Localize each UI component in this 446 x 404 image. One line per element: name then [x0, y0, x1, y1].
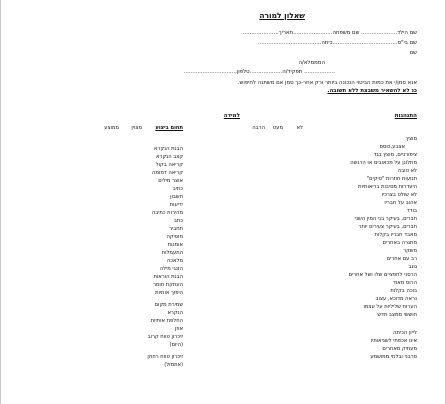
instructions-line-2: כנ לא להשאיר משבצת ללא תשובה. — [327, 88, 417, 94]
instructions-line-1: אנא סמן/י את כמות הביטוי הנכונה ביותר ורק אחר-כך סמן אם משתנה לחיפוש. — [237, 80, 417, 86]
behavior-item: לא שולט בצרכיו — [381, 192, 417, 198]
behavior-item: הרוס מאוד — [393, 280, 417, 286]
behavior-item: חוששי ממצב חדש — [377, 312, 417, 318]
learning-item: קצב הנקרא — [156, 154, 183, 160]
section-behavior-heading: התנהגות — [394, 113, 417, 119]
behavior-item: מתלונן על מכאובים או הרגשה — [350, 160, 417, 166]
learning-item: היפוך אותיות — [155, 290, 183, 296]
behavior-item: נראה מדוכא, עצוב — [375, 296, 417, 302]
learning-item: (היום) — [169, 342, 183, 348]
behavior-item: אצבע,כוסס — [379, 144, 405, 150]
learning-item: הבנת הוראות — [153, 274, 183, 280]
guardian-label: המממלא/ה — [298, 60, 325, 66]
behavior-item: אינו אכפתי לשגיאותיו — [370, 338, 417, 344]
learning-item: אוזן — [174, 326, 183, 332]
behavior-column-header: מעט — [272, 125, 283, 131]
behavior-column-header: הרבה — [252, 125, 265, 131]
learning-item: כתב — [173, 218, 183, 224]
learning-item: קריאה בקול — [155, 162, 183, 168]
learning-item: מלאכה — [166, 258, 183, 264]
learning-item: אוצר מילים — [158, 178, 183, 184]
behavior-item: תנועות חוזרות "טיקים" — [366, 176, 417, 182]
section-learning-heading: למידה — [223, 113, 240, 119]
teacher-name-field[interactable]: שם בי"ס......................................כיתה..................................... — [257, 40, 417, 46]
behavior-item: מתגרה באחרים — [382, 240, 417, 246]
behavior-item: מעתיק מאחרים — [382, 346, 417, 352]
learning-column-header: ממוצע — [104, 125, 119, 131]
learning-item: ידיעות — [169, 202, 183, 208]
behavior-item: בוכה בקלות — [390, 288, 417, 294]
behavior-item: ציפורניים, מוצץ בגד — [373, 152, 417, 158]
behavior-item: מאבד חבריו בקלות — [374, 232, 417, 238]
learning-item: החלפת אותיות — [150, 318, 183, 324]
learning-item: אומנות — [167, 242, 183, 248]
behavior-item: לא טובה — [397, 168, 417, 174]
behavior-item: היעדרות מסיבות בריאותיות — [358, 184, 417, 190]
behavior-item: אהוב על חבריו — [384, 200, 417, 206]
behavior-item: לייון הכיתה — [393, 330, 417, 336]
learning-item: מוסיקה — [166, 234, 183, 240]
behavior-item: בודד — [406, 208, 417, 214]
learning-item: העתקת חומר — [152, 282, 183, 288]
behavior-item: רב עם אחרים — [386, 256, 417, 262]
page-title: שאלון למורה — [259, 11, 305, 20]
learning-item: הבנת הנקרא — [153, 146, 183, 152]
learning-item: הנקרא — [167, 310, 183, 316]
learning-item: שמירת מקום — [154, 302, 183, 308]
learning-area-header: תחום ביצוע — [155, 125, 183, 131]
learning-item: (אתמול) — [164, 362, 183, 368]
learning-item: חשבון — [170, 194, 183, 200]
learning-item: כתיב — [172, 186, 183, 192]
behavior-item: הערות שליליות על עצמו — [363, 304, 417, 310]
learning-item: זיכרון טווח קרוב — [147, 334, 183, 340]
behavior-item: חברים, בעיקר בני המין השני — [354, 216, 417, 222]
behavior-column-header: לא — [296, 125, 303, 131]
learning-item: זיכרון טווח רחוק — [147, 354, 183, 360]
behavior-item: משקר — [403, 248, 417, 254]
name-label: שם — [409, 50, 417, 56]
behavior-item: חברים, בעיקר צעירים יותר — [358, 224, 417, 230]
behavior-item: הרסני לחפציים שלו ושל אחרים — [348, 272, 417, 278]
behavior-item: מוצץ — [406, 136, 417, 142]
role-phone-field[interactable]: .................. תפקיד/ה...................טלפון............................... — [183, 69, 335, 75]
learning-column-header: מצוין — [131, 125, 142, 131]
child-name-field[interactable]: שם הילד..................... שם משפחה.......................תאריך..................... — [242, 30, 417, 36]
behavior-item: סרבני ובלתי ממושמע — [370, 354, 417, 360]
learning-item: הזנגי מילה — [159, 266, 183, 272]
learning-item: תחביר — [169, 226, 183, 232]
learning-item: התעמלות — [161, 250, 183, 256]
learning-item: קריאה דמומה — [152, 170, 183, 176]
behavior-item: גונב — [408, 264, 417, 270]
learning-item: מהירות כתיבה — [151, 210, 183, 216]
